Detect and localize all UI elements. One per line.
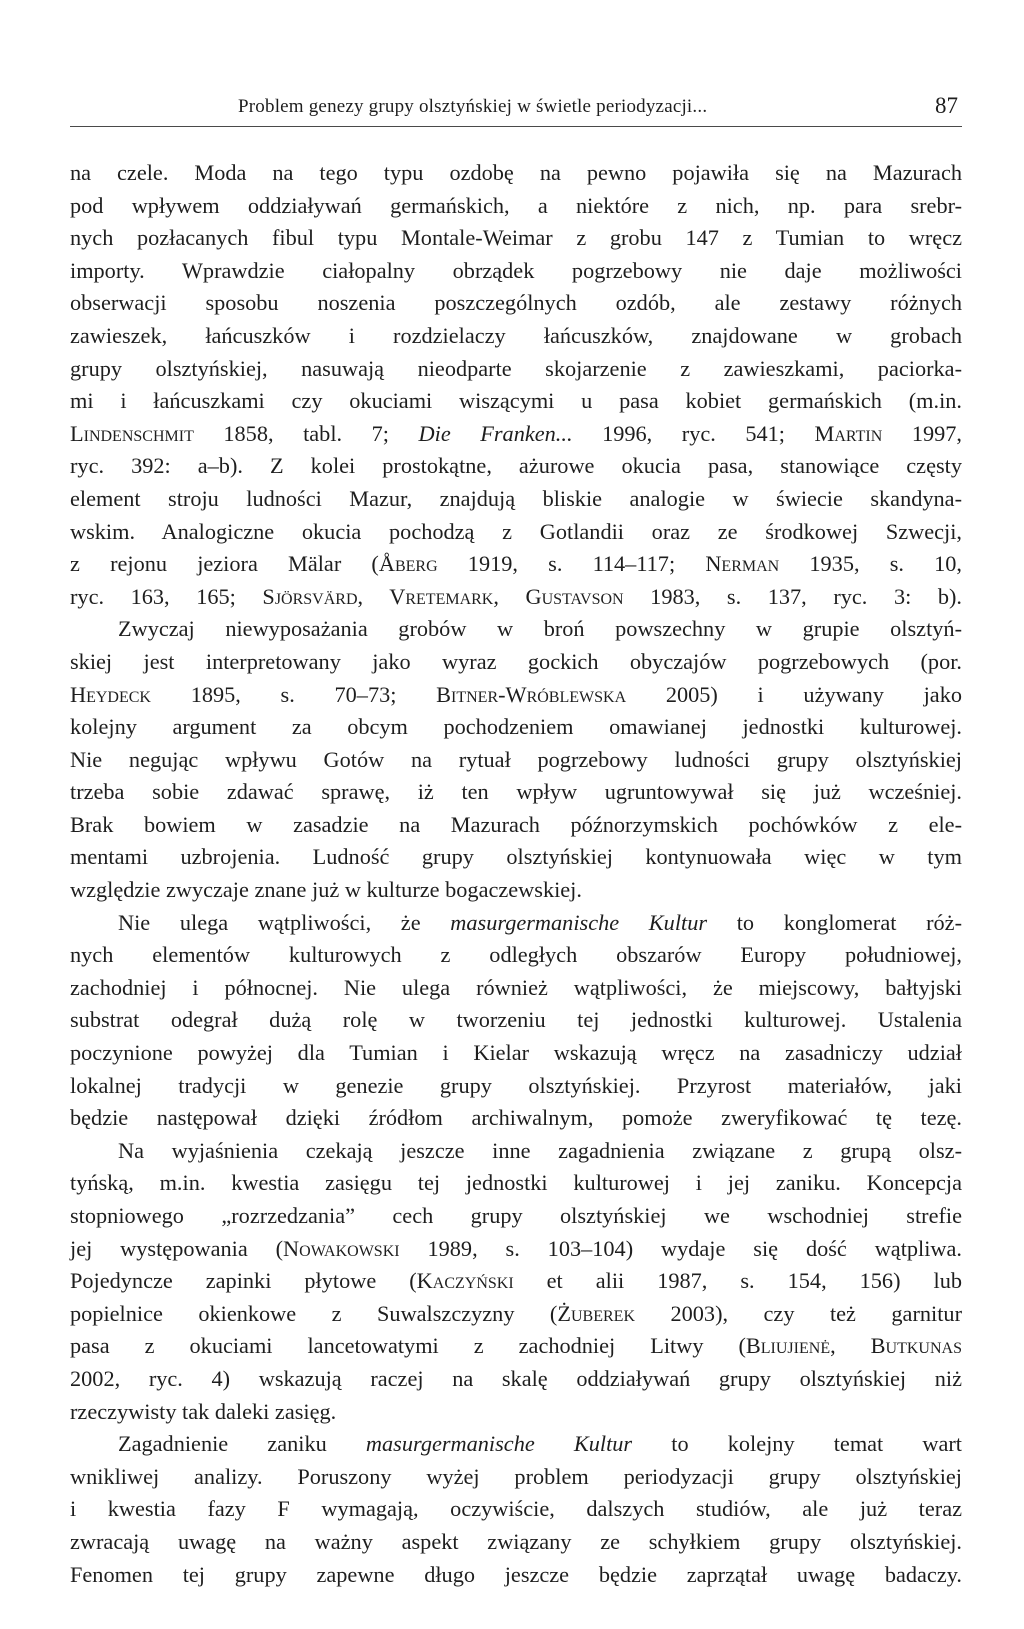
author-citation: Nowakowski: [283, 1235, 400, 1261]
text-line: zwracają uwagę na ważny aspekt związany ze schyłkiem grupy olsztyńskiej.: [70, 1528, 962, 1554]
text-line: Na wyjaśnienia czekają jeszcze inne zagadnienia związane z grupą olsz-: [118, 1137, 962, 1163]
text-line: będzie następował dzięki źródłom archiwalnym, pomoże zweryfikować tę tezę.: [70, 1105, 962, 1131]
page-number: 87: [935, 93, 958, 118]
text-line: zachodniej i północnej. Nie ulega również wątpliwości, że miejscowy, bałtyjski: [70, 974, 962, 1000]
author-citation: Heydeck: [70, 681, 151, 707]
text-line: popielnice okienkowe z Suwalszczyzny (Żuberek 2003), czy też garnitur: [70, 1300, 962, 1326]
author-citation: Åberg: [378, 551, 438, 577]
text-line: mentami uzbrojenia. Ludność grupy olsztyńskiej kontynuowała więc w tym: [70, 844, 962, 870]
text-line: i kwestia fazy F wymagają, oczywiście, dalszych studiów, ale już teraz: [70, 1496, 962, 1522]
text-line: Lindenschmit 1858, tabl. 7; Die Franken... 1996, ryc. 541; Martin 1997,: [70, 420, 963, 446]
text-line: Fenomen tej grupy zapewne długo jeszcze będzie zaprzątał uwagę badaczy.: [70, 1561, 962, 1587]
italic-term: masurgermanische Kultur: [365, 1431, 633, 1457]
text-line: Brak bowiem w zasadzie na Mazurach późnorzymskich pochówków z ele-: [70, 811, 962, 837]
author-citation: Nerman: [705, 551, 780, 577]
body-text: [70, 157, 962, 1591]
author-citation: Kaczyński: [416, 1268, 514, 1294]
text-line: importy. Wprawdzie ciałopalny obrządek pogrzebowy nie daje możliwości: [70, 257, 962, 283]
text-line: obserwacji sposobu noszenia poszczególnych ozdób, ale zestawy różnych: [70, 290, 962, 316]
text-line: lokalnej tradycji w genezie grupy olsztyńskiej. Przyrost materiałów, jaki: [70, 1072, 962, 1098]
text-line: grupy olsztyńskiej, nasuwają nieodparte skojarzenie z zawieszkami, paciorka-: [70, 355, 962, 381]
text-line: rzeczywisty tak daleki zasięg.: [70, 1398, 337, 1424]
author-citation: Żuberek: [557, 1300, 635, 1326]
italic-title: Die Franken...: [418, 420, 573, 446]
text-line: wskim. Analogiczne okucia pochodzą z Gotlandii oraz ze środkowej Szwecji,: [70, 518, 962, 544]
text-line: wnikliwej analizy. Poruszony wyżej problem periodyzacji grupy olsztyńskiej: [70, 1463, 962, 1489]
text-line: substrat odegrał dużą rolę w tworzeniu tej jednostki kulturowej. Ustalenia: [70, 1007, 962, 1033]
text-line: tyńską, m.in. kwestia zasięgu tej jednostki kulturowej i jej zaniku. Koncepcja: [70, 1170, 962, 1196]
text-line: Pojedyncze zapinki płytowe (Kaczyński et alii 1987, s. 154, 156) lub: [70, 1268, 962, 1294]
running-title: Problem genezy grupy olsztyńskiej w świetle periodyzacji...: [238, 96, 708, 117]
text-line: jej występowania (Nowakowski 1989, s. 103–104) wydaje się dość wątpliwa.: [70, 1235, 963, 1261]
text-line: na czele. Moda na tego typu ozdobę na pewno pojawiła się na Mazurach: [70, 160, 962, 185]
text-line: ryc. 163, 165; Sjörsvärd, Vretemark, Gustavson 1983, s. 137, ryc. 3: b).: [70, 583, 963, 609]
text-line: ryc. 392: a–b). Z kolei prostokątne, ażurowe okucia pasa, stanowiące częsty: [70, 453, 962, 479]
text-line: z rejonu jeziora Mälar (Åberg 1919, s. 114–117; Nerman 1935, s. 10,: [70, 551, 962, 577]
text-line: 2002, ryc. 4) wskazują raczej na skalę oddziaływań grupy olsztyńskiej niż: [70, 1365, 962, 1391]
text-line: poczynione powyżej dla Tumian i Kielar wskazują wręcz na zasadniczy udział: [70, 1040, 962, 1066]
text-line: względzie zwyczaje znane już w kulturze bogaczewskiej.: [70, 877, 582, 903]
text-line: Zagadnienie zaniku masurgermanische Kultur to kolejny temat wart: [118, 1431, 963, 1457]
text-line: kolejny argument za obcym pochodzeniem omawianej jednostki kulturowej.: [70, 714, 962, 740]
text-line: zawieszek, łańcuszków i rozdzielaczy łańcuszków, znajdowane w grobach: [70, 322, 962, 348]
text-line: element stroju ludności Mazur, znajdują bliskie analogie w świecie skandyna-: [70, 485, 962, 511]
author-citation: Martin: [814, 420, 883, 446]
text-line: mi i łańcuszkami czy okuciami wiszącymi u pasa kobiet germańskich (m.in.: [70, 388, 962, 414]
text-line: Nie ulega wątpliwości, że masurgermanische Kultur to konglomerat róż-: [118, 909, 962, 935]
author-citation: Lindenschmit: [70, 420, 194, 446]
text-line: trzeba sobie zdawać sprawę, iż ten wpływ ugruntowywał się już wcześniej.: [70, 779, 962, 805]
text-line: pod wpływem oddziaływań germańskich, a niektóre z nich, np. para srebr-: [70, 192, 962, 218]
text-line: stopniowego „rozrzedzania” cech grupy olsztyńskiej we wschodniej strefie: [70, 1203, 962, 1228]
author-citation: Bitner-Wróblewska: [436, 681, 627, 707]
author-citation: Sjörsvärd, Vretemark, Gustavson: [262, 583, 624, 609]
text-line: pasa z okuciami lancetowatymi z zachodniej Litwy (Bliujienė, Butkunas: [70, 1333, 962, 1359]
author-citation: Bliujienė, Butkunas: [745, 1333, 962, 1359]
text-line: skiej jest interpretowany jako wyraz gockich obyczajów pogrzebowych (por.: [70, 648, 962, 674]
text-line: nych elementów kulturowych z odległych obszarów Europy południowej,: [70, 942, 962, 968]
text-line: nych pozłacanych fibul typu Montale-Weimar z grobu 147 z Tumian to wręcz: [70, 225, 962, 251]
text-line: Heydeck 1895, s. 70–73; Bitner-Wróblewska 2005) i używany jako: [70, 681, 963, 707]
text-line: Zwyczaj niewyposażania grobów w broń powszechny w grupie olsztyń-: [118, 616, 962, 642]
text-line: Nie negując wpływu Gotów na rytuał pogrzebowy ludności grupy olsztyńskiej: [70, 746, 962, 772]
running-header: [70, 92, 962, 127]
italic-term: masurgermanische Kultur: [450, 909, 708, 935]
